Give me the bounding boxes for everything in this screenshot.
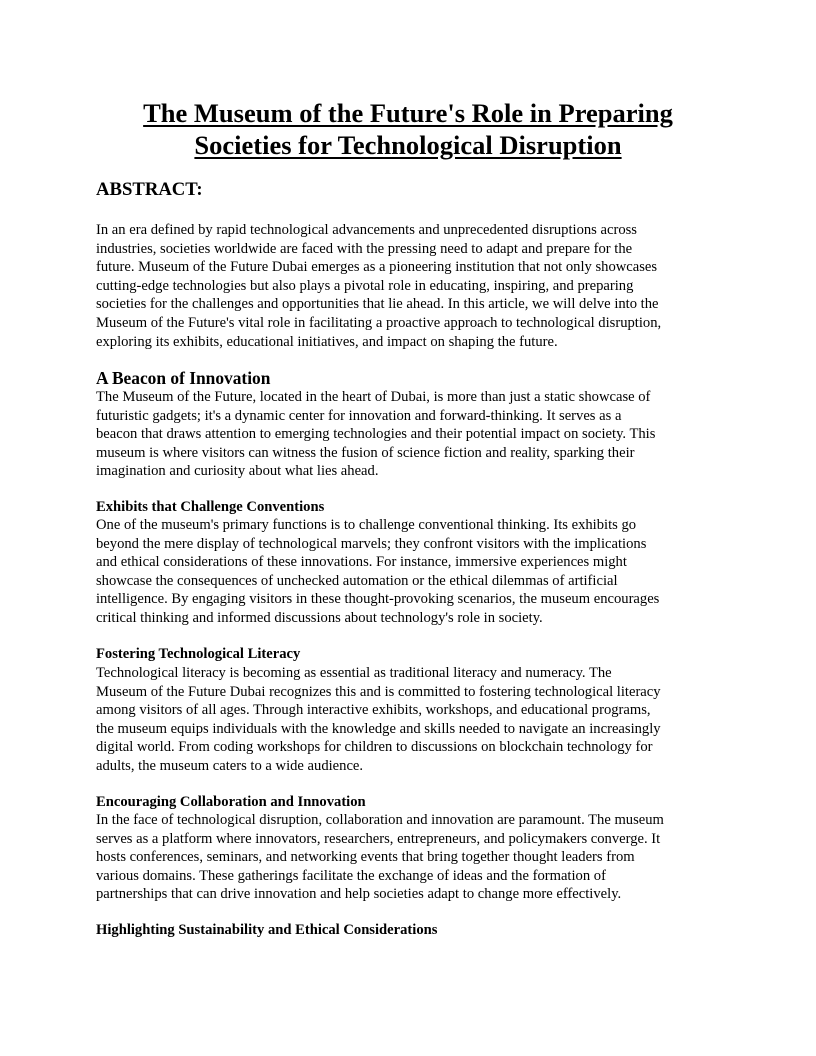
- exhibits-line: intelligence. By engaging visitors in these thought-provoking scenarios, the museum encourages: [96, 591, 660, 608]
- beacon-line: futuristic gadgets; it's a dynamic center for innovation and forward-thinking. It serves as a: [96, 407, 622, 424]
- abstract-line: exploring its exhibits, educational initiatives, and impact on shaping the future.: [96, 333, 558, 350]
- exhibits-heading: Exhibits that Challenge Conventions: [96, 499, 325, 515]
- beacon-line: museum is where visitors can witness the fusion of science fiction and reality, sparking their: [96, 444, 635, 461]
- document-title: [96, 97, 720, 161]
- collaboration-line: various domains. These gatherings facilitate the exchange of ideas and the formation of: [96, 867, 606, 884]
- title-line-2: Societies for Technological Disruption: [194, 130, 622, 160]
- beacon-line: imagination and curiosity about what lies ahead.: [96, 463, 379, 480]
- literacy-line: Technological literacy is becoming as essential as traditional literacy and numeracy. The: [96, 665, 612, 681]
- abstract-line: cutting-edge technologies but also plays a pivotal role in educating, inspiring, and preparing: [96, 277, 634, 294]
- beacon-heading: A Beacon of Innovation: [96, 368, 271, 388]
- collaboration-line: partnerships that can drive innovation and help societies adapt to change more effectively.: [96, 886, 622, 903]
- exhibits-line: critical thinking and informed discussions about technology's role in society.: [96, 609, 543, 626]
- abstract-paragraph: [96, 221, 720, 351]
- abstract-line: In an era defined by rapid technological advancements and unprecedented disruptions across: [96, 222, 637, 238]
- beacon-paragraph: [96, 388, 720, 481]
- abstract-line: industries, societies worldwide are faced with the pressing need to adapt and prepare for the: [96, 240, 633, 257]
- exhibits-paragraph: [96, 516, 720, 628]
- beacon-line: The Museum of the Future, located in the heart of Dubai, is more than just a static showcase of: [96, 389, 651, 405]
- title-line-1: The Museum of the Future's Role in Preparing: [143, 98, 673, 128]
- literacy-heading: Fostering Technological Literacy: [96, 646, 301, 662]
- literacy-line: digital world. From coding workshops for children to discussions on blockchain technology for: [96, 739, 653, 756]
- literacy-line: adults, the museum caters to a wide audience.: [96, 757, 364, 774]
- collaboration-line: hosts conferences, seminars, and networking events that bring together thought leaders from: [96, 849, 635, 866]
- exhibits-line: One of the museum's primary functions is to challenge conventional thinking. Its exhibits go: [96, 517, 637, 533]
- literacy-line: among visitors of all ages. Through interactive exhibits, workshops, and educational programs,: [96, 702, 651, 719]
- exhibits-line: beyond the mere display of technological marvels; they confront visitors with the implications: [96, 535, 647, 552]
- exhibits-line: and ethical considerations of these innovations. For instance, immersive experiences might: [96, 554, 627, 571]
- sustainability-heading: Highlighting Sustainability and Ethical Considerations: [96, 922, 438, 938]
- literacy-paragraph: [96, 664, 720, 776]
- beacon-line: beacon that draws attention to emerging technologies and their potential impact on society. This: [96, 426, 656, 443]
- abstract-line: societies for the challenges and opportunities that lie ahead. In this article, we will delve into the: [96, 296, 659, 313]
- abstract-heading: ABSTRACT:: [96, 179, 203, 200]
- collaboration-heading: Encouraging Collaboration and Innovation: [96, 794, 366, 810]
- abstract-line: future. Museum of the Future Dubai emerges as a pioneering institution that not only showcases: [96, 259, 658, 276]
- collaboration-paragraph: [96, 811, 720, 904]
- literacy-line: Museum of the Future Dubai recognizes this and is committed to fostering technological literacy: [96, 683, 661, 700]
- collaboration-line: In the face of technological disruption, collaboration and innovation are paramount. The museum: [96, 812, 664, 828]
- literacy-line: the museum equips individuals with the knowledge and skills needed to navigate an increasingly: [96, 720, 661, 737]
- abstract-line: Museum of the Future's vital role in facilitating a proactive approach to technological disruption,: [96, 314, 662, 331]
- collaboration-line: serves as a platform where innovators, researchers, entrepreneurs, and policymakers converge. It: [96, 830, 661, 847]
- exhibits-line: showcase the consequences of unchecked automation or the ethical dilemmas of artificial: [96, 572, 618, 589]
